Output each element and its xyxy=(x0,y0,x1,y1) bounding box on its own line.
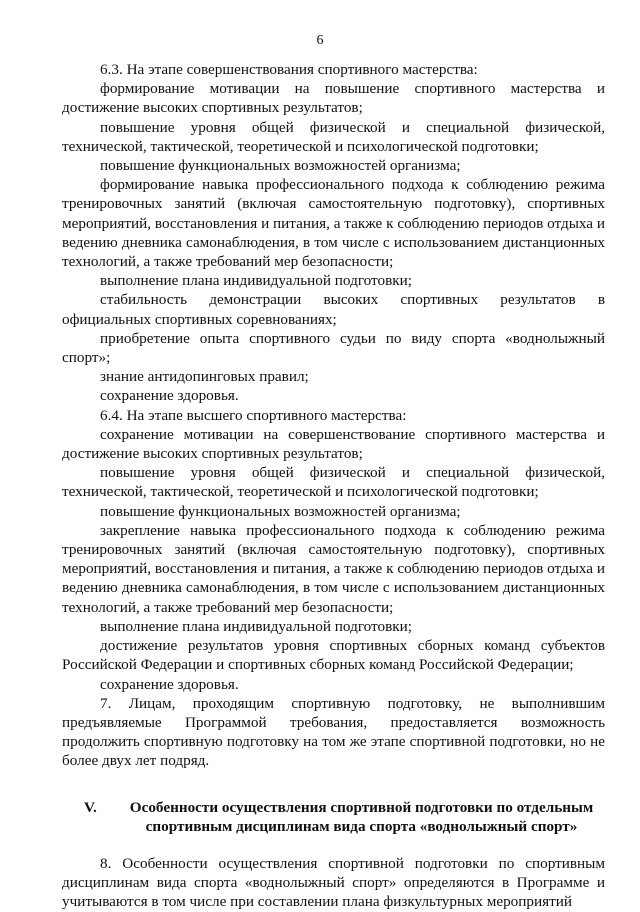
paragraph: сохранение здоровья. xyxy=(100,675,239,693)
paragraph: знание антидопинговых правил; xyxy=(100,368,309,386)
paragraph: повышение уровня общей физической и специальной физической, технической, тактической, теоретической и психологической подготовки; xyxy=(62,464,605,501)
paragraph-6-3-heading: 6.3. На этапе совершенствования спортивного мастерства: xyxy=(100,61,478,78)
section-title: Особенности осуществления спортивной подготовки по отдельным спортивным дисциплинам вида спорта «воднолыжный спорт» xyxy=(129,798,594,835)
section-number: V. xyxy=(84,798,97,816)
document-body xyxy=(62,60,605,912)
paragraph: закрепление навыка профессионального подхода к соблюдению режима тренировочных занятий (включая самостоятельную подготовку), спортивных мероприятий, восстановления и питания, а также к соблюдению периодов отдыха и ведению дневника самонаблюдения, в том числе с использованием дистанционных технологий, а также требований мер безопасности; xyxy=(62,521,605,616)
paragraph: повышение уровня общей физической и специальной физической, технической, тактической, теоретической и психологической подготовки; xyxy=(62,118,605,155)
paragraph: сохранение здоровья. xyxy=(100,387,239,405)
paragraph: приобретение опыта спортивного судьи по виду спорта «воднолыжный спорт»; xyxy=(62,329,605,367)
paragraph: сохранение мотивации на совершенствование спортивного мастерства и достижение высоких спортивных результатов; xyxy=(62,425,605,463)
paragraph-7: 7. Лицам, проходящим спортивную подготовку, не выполнившим предъявляемые Программой требования, предоставляется возможность продолжить спортивную подготовку на том же этапе спортивной подготовки, но не более двух лет подряд. xyxy=(62,694,605,770)
paragraph: стабильность демонстрации высоких спортивных результатов в официальных спортивных соревнованиях; xyxy=(62,291,605,328)
section-heading xyxy=(62,798,605,836)
paragraph: достижение результатов уровня спортивных сборных команд субъектов Российской Федерации и спортивных сборных команд Российской Федерации; xyxy=(62,637,605,674)
paragraph: формирование мотивации на повышение спортивного мастерства и достижение высоких спортивных результатов; xyxy=(62,80,605,117)
paragraph-8: 8. Особенности осуществления спортивной подготовки по спортивным дисциплинам вида спорта «воднолыжный спорт» определяются в Программе и учитываются в том числе при составлении плана физкультурных мероприятий xyxy=(62,854,605,911)
paragraph: выполнение плана индивидуальной подготовки; xyxy=(100,272,412,290)
page-number: 6 xyxy=(316,33,324,48)
paragraph: повышение функциональных возможностей организма; xyxy=(100,157,461,175)
paragraph: выполнение плана индивидуальной подготовки; xyxy=(100,617,412,635)
paragraph-6-4-heading: 6.4. На этапе высшего спортивного мастерства: xyxy=(100,406,407,424)
paragraph: формирование навыка профессионального подхода к соблюдению режима тренировочных занятий (включая самостоятельную подготовку), спортивных мероприятий, восстановления и питания, а также к соблюдению периодов отдыха и ведению дневника самонаблюдения, в том числе с использованием дистанционных технологий, а также требований мер безопасности; xyxy=(62,176,605,271)
paragraph: повышение функциональных возможностей организма; xyxy=(100,502,461,520)
